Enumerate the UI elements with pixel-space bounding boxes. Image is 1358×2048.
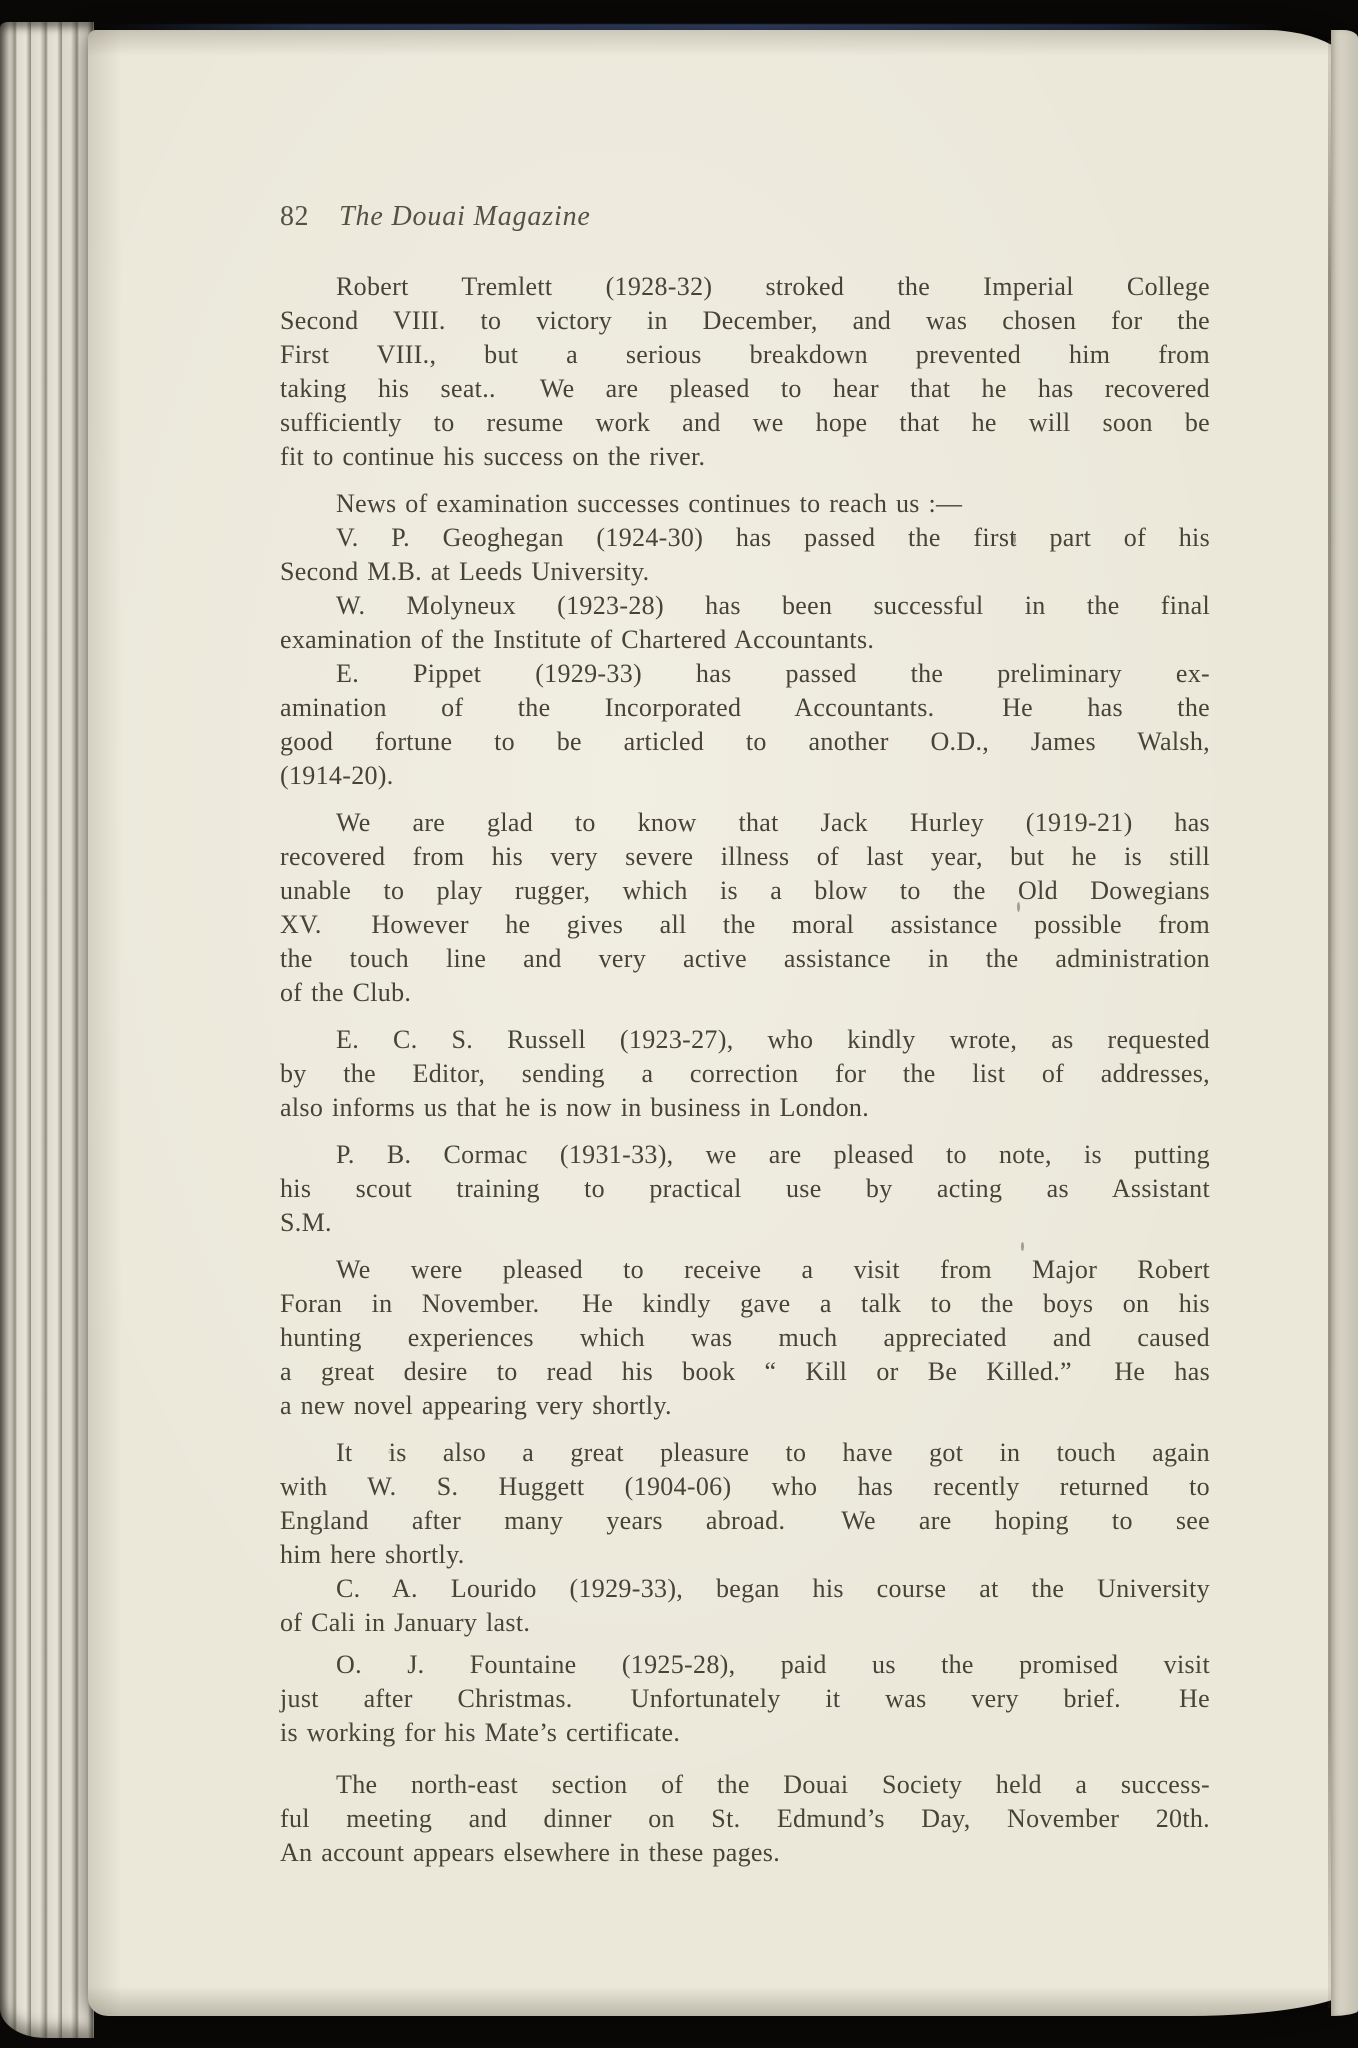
- text-line: is working for his Mate’s certificate.: [280, 1718, 681, 1747]
- text-line: P. B. Cormac (1931-33), we are pleased to note, is putting: [336, 1140, 1210, 1169]
- page-fold-edge: [1331, 30, 1358, 2016]
- paragraph: [280, 1436, 1210, 1572]
- text-line: good fortune to be articled to another O.D., James Walsh,: [280, 727, 1210, 756]
- text-line: It is also a great pleasure to have got in touch again: [336, 1438, 1210, 1467]
- text-line: An account appears elsewhere in these pages.: [280, 1838, 781, 1867]
- text-line: Second VIII. to victory in December, and was chosen for the: [280, 306, 1210, 335]
- paragraph: [280, 270, 1210, 474]
- text-line: News of examination successes continues to reach us :—: [336, 489, 963, 518]
- text-line: Robert Tremlett (1928-32) stroked the Imperial College: [336, 272, 1210, 301]
- paragraph: [280, 1253, 1210, 1423]
- text-line: ful meeting and dinner on St. Edmund’s Day, November 20th.: [280, 1804, 1210, 1833]
- text-line: him here shortly.: [280, 1540, 465, 1569]
- text-line: E. Pippet (1929-33) has passed the preliminary ex-: [336, 659, 1210, 688]
- text-line: unable to play rugger, which is a blow to the Old Dowegians: [280, 876, 1210, 905]
- text-line: S.M.: [280, 1208, 332, 1237]
- text-line: taking his seat.. We are pleased to hear that he has recovered: [280, 374, 1210, 403]
- text-line: England after many years abroad. We are hoping to see: [280, 1506, 1210, 1535]
- text-line: a new novel appearing very shortly.: [280, 1391, 672, 1420]
- text-line: Foran in November. He kindly gave a talk to the boys on his: [280, 1289, 1210, 1318]
- page-title: The Douai Magazine: [339, 201, 591, 232]
- text-line: hunting experiences which was much appreciated and caused: [280, 1323, 1210, 1352]
- paragraph: [280, 1648, 1210, 1750]
- text-line: with W. S. Huggett (1904-06) who has recently returned to: [280, 1472, 1210, 1501]
- text-line: V. P. Geoghegan (1924-30) has passed the first part of his: [336, 523, 1210, 552]
- text-line: First VIII., but a serious breakdown prevented him from: [280, 340, 1210, 369]
- paragraph: [280, 806, 1210, 1010]
- paragraph: [280, 589, 1210, 657]
- page-text: [280, 270, 1210, 1870]
- paragraph: [280, 1768, 1210, 1870]
- text-line: his scout training to practical use by acting as Assistant: [280, 1174, 1210, 1203]
- paragraph: [280, 487, 1210, 521]
- text-line: sufficiently to resume work and we hope that he will soon be: [280, 408, 1210, 437]
- page-content: [280, 200, 1210, 1870]
- text-line: O. J. Fountaine (1925-28), paid us the promised visit: [336, 1650, 1210, 1679]
- page-edge-stack: [0, 22, 94, 2038]
- text-line: of Cali in January last.: [280, 1608, 531, 1637]
- text-line: also informs us that he is now in business in London.: [280, 1093, 870, 1122]
- paragraph: [280, 657, 1210, 793]
- text-line: fit to continue his success on the river.: [280, 442, 706, 471]
- paragraph: [280, 1138, 1210, 1240]
- text-line: Second M.B. at Leeds University.: [280, 557, 650, 586]
- text-line: examination of the Institute of Chartered Accountants.: [280, 625, 875, 654]
- text-line: E. C. S. Russell (1923-27), who kindly wrote, as requested: [336, 1025, 1210, 1054]
- text-line: We are glad to know that Jack Hurley (1919-21) has: [336, 808, 1210, 837]
- text-line: by the Editor, sending a correction for the list of addresses,: [280, 1059, 1210, 1088]
- page: [88, 30, 1358, 2016]
- text-line: just after Christmas. Unfortunately it was very brief. He: [280, 1684, 1210, 1713]
- text-line: W. Molyneux (1923-28) has been successful in the final: [336, 591, 1210, 620]
- text-line: C. A. Lourido (1929-33), began his course at the University: [336, 1574, 1210, 1603]
- paragraph: [280, 521, 1210, 589]
- text-line: the touch line and very active assistance in the administration: [280, 944, 1210, 973]
- page-crease-line: [1328, 40, 1331, 2008]
- running-header: [280, 200, 1210, 234]
- text-line: of the Club.: [280, 978, 412, 1007]
- text-line: amination of the Incorporated Accountants. He has the: [280, 693, 1210, 722]
- text-line: a great desire to read his book “ Kill or Be Killed.” He has: [280, 1357, 1210, 1386]
- text-line: We were pleased to receive a visit from Major Robert: [336, 1255, 1210, 1284]
- paragraph: [280, 1572, 1210, 1640]
- paragraph: [280, 1023, 1210, 1125]
- page-number: 82: [280, 201, 310, 232]
- text-line: (1914-20).: [280, 761, 394, 790]
- text-line: XV. However he gives all the moral assistance possible from: [280, 910, 1210, 939]
- text-line: recovered from his very severe illness of last year, but he is still: [280, 842, 1210, 871]
- text-line: The north-east section of the Douai Society held a success-: [336, 1770, 1210, 1799]
